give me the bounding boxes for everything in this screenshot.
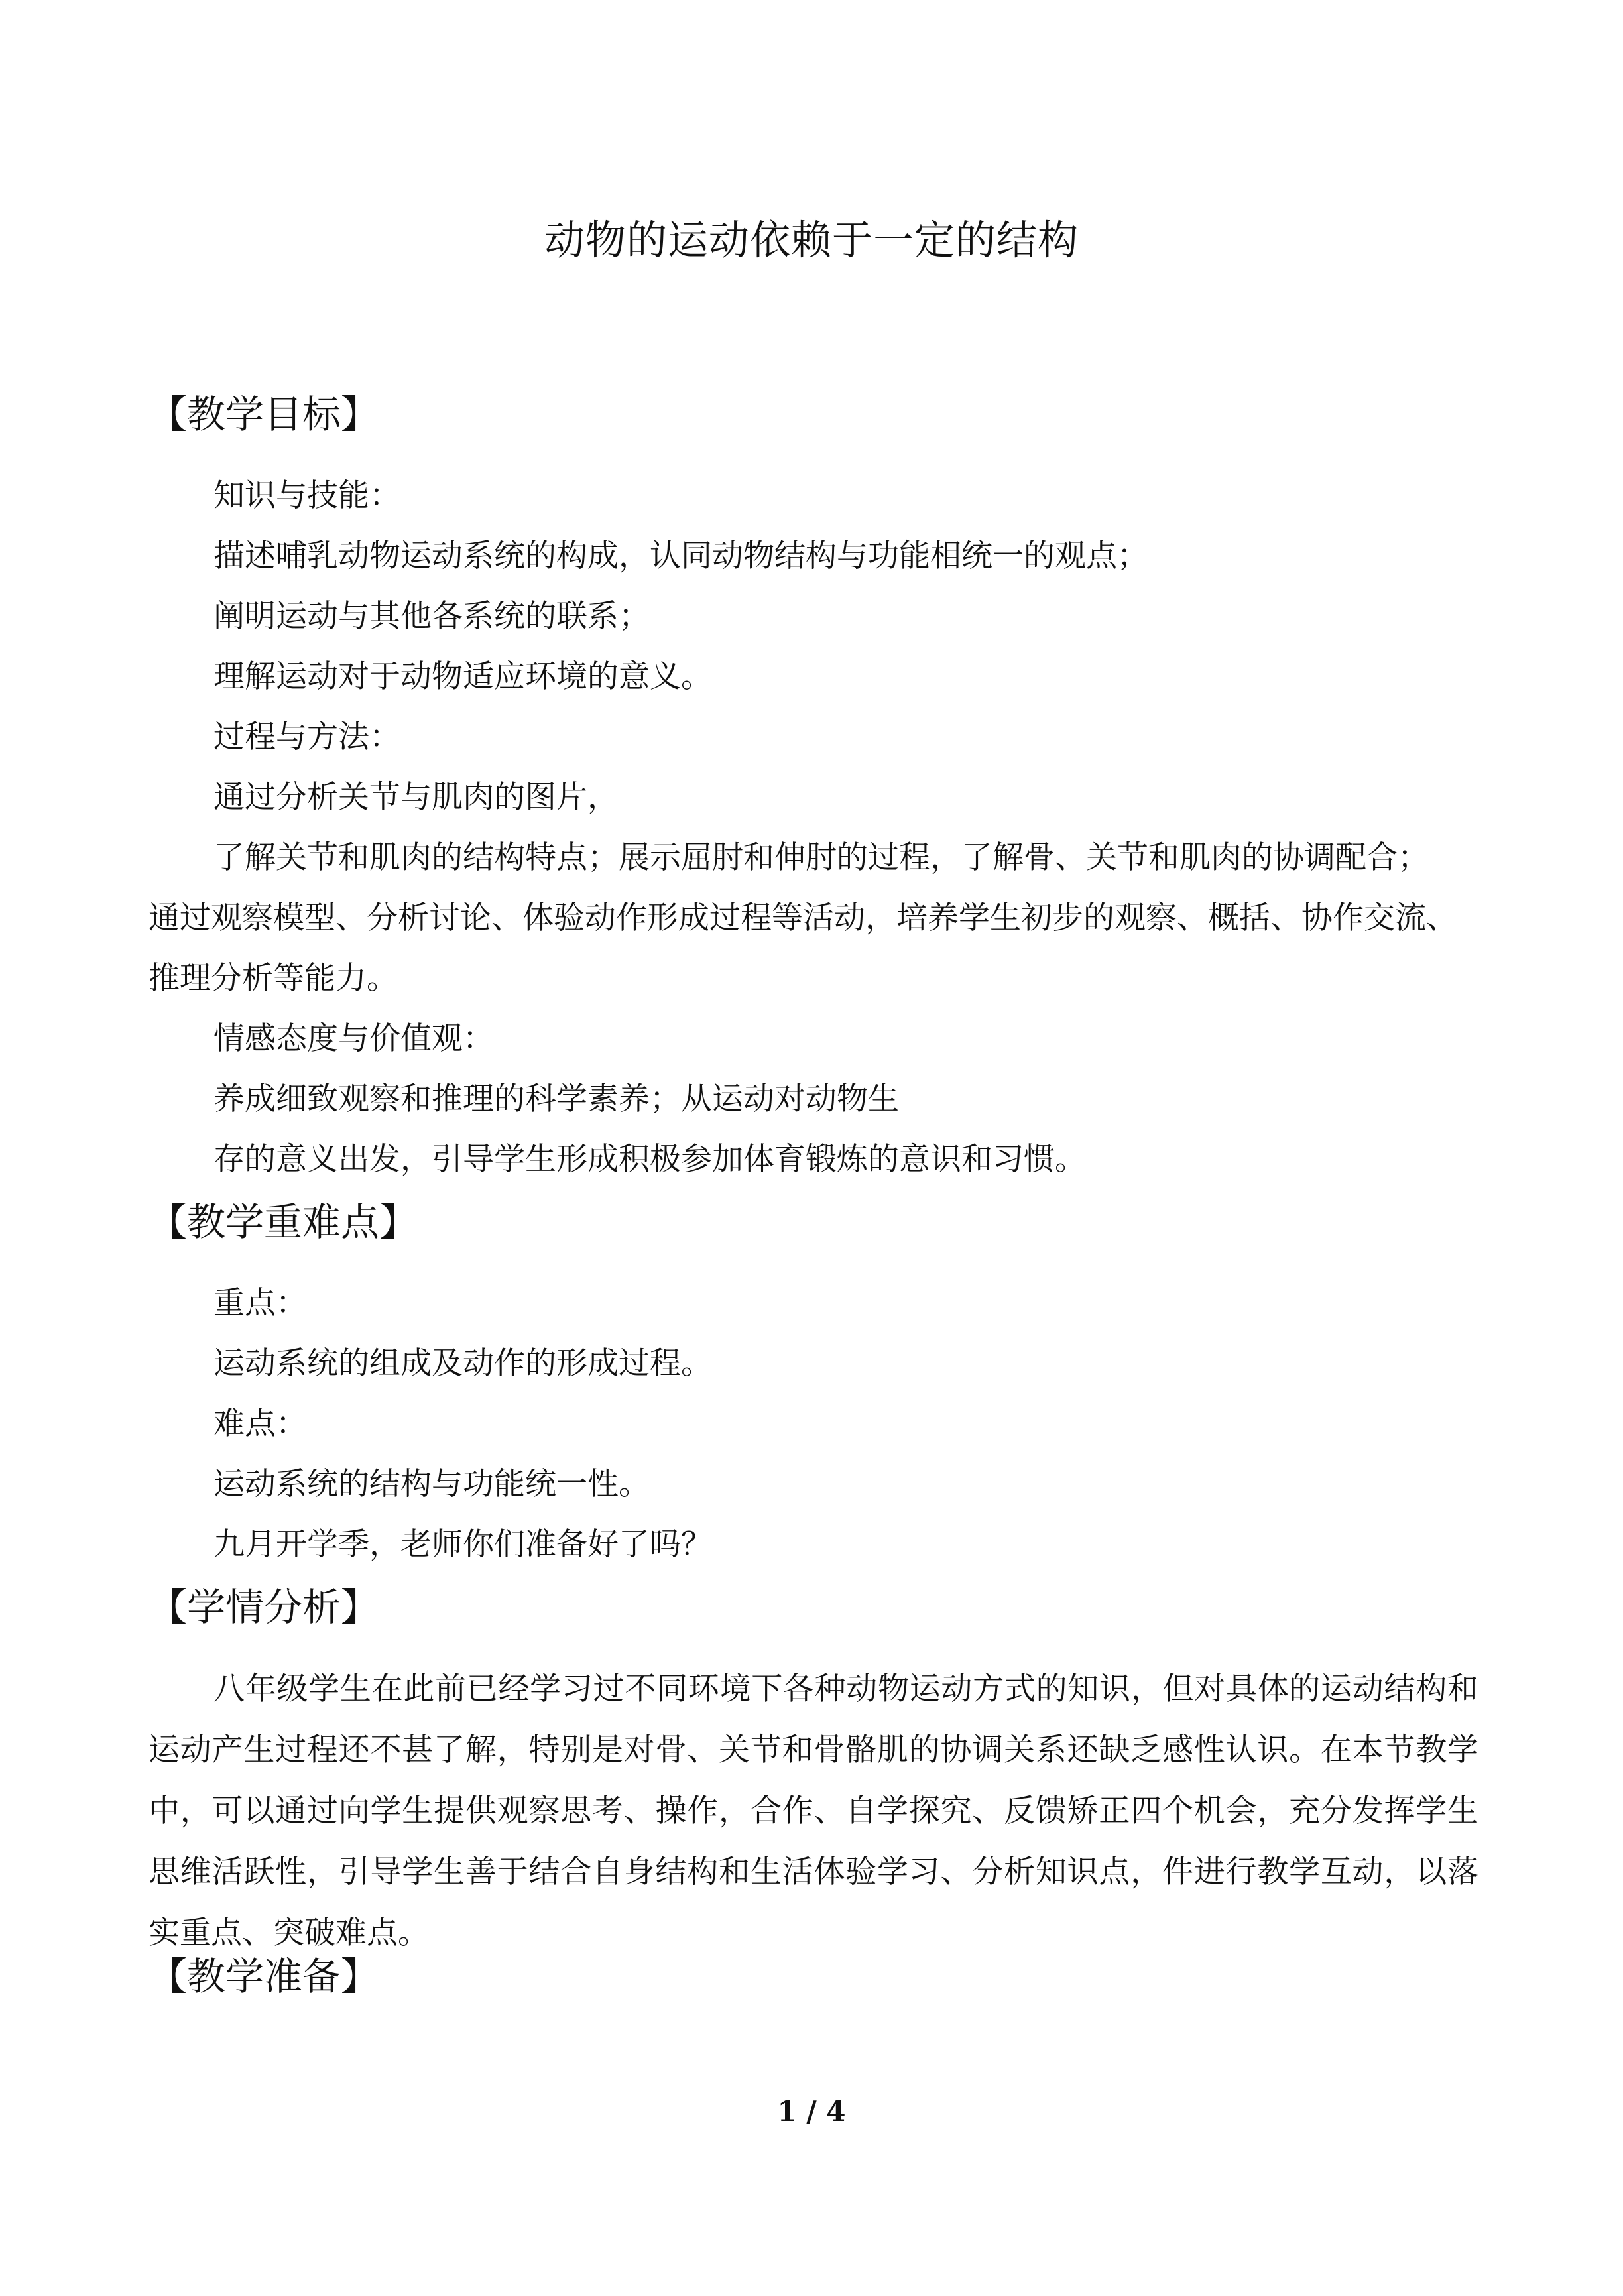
- section-heading-analysis: 【学情分析】: [149, 1585, 380, 1630]
- knowledge-label: 知识与技能：: [213, 477, 400, 514]
- process-label: 过程与方法：: [213, 719, 400, 755]
- key-label: 重点：: [213, 1285, 307, 1321]
- emotion-item-2: 存的意义出发，引导学生形成积极参加体育锻炼的意识和习惯。: [213, 1141, 1086, 1178]
- knowledge-item-1: 描述哺乳动物运动系统的构成，认同动物结构与功能相统一的观点；: [213, 538, 1148, 574]
- emotion-label: 情感态度与价值观：: [213, 1020, 494, 1057]
- section-heading-objectives: 【教学目标】: [149, 392, 380, 437]
- section-heading-key-points: 【教学重难点】: [149, 1199, 418, 1244]
- section-heading-preparation: 【教学准备】: [149, 1954, 380, 1999]
- knowledge-item-3: 理解运动对于动物适应环境的意义。: [213, 658, 712, 695]
- difficulty-text: 运动系统的结构与功能统一性。: [213, 1466, 650, 1502]
- process-item-2-line-3: 推理分析等能力。: [149, 960, 398, 997]
- emotion-item-1: 养成细致观察和推理的科学素养；从运动对动物生: [213, 1081, 899, 1117]
- analysis-paragraph: 八年级学生在此前已经学习过不同环境下各种动物运动方式的知识，但对具体的运动结构和运动产生过程还不甚了解，特别是对骨、关节和骨骼肌的协调关系还缺乏感性认识。在本节教学中，可以通过向学生提供观察思考、操作，合作、自学探究、反馈矫正四个机会，充分发挥学生思维活跃性，引导学生善于结合自身结构和生活体验学习、分析知识点，件进行教学互动，以落实重点、突破难点。: [149, 1671, 1478, 1951]
- knowledge-item-2: 阐明运动与其他各系统的联系；: [213, 598, 650, 634]
- difficulty-label: 难点：: [213, 1406, 307, 1442]
- process-item-1: 通过分析关节与肌肉的图片，: [213, 779, 619, 816]
- extra-note: 九月开学季，老师你们准备好了吗？: [213, 1526, 712, 1563]
- page-number: 1 / 4: [777, 2095, 846, 2128]
- process-item-2-line-2: 通过观察模型、分析讨论、体验动作形成过程等活动，培养学生初步的观察、概括、协作交流、: [149, 900, 1457, 936]
- key-text: 运动系统的组成及动作的形成过程。: [213, 1345, 712, 1382]
- process-item-2-line-1: 了解关节和肌肉的结构特点；展示屈肘和伸肘的过程，了解骨、关节和肌肉的协调配合；: [213, 839, 1429, 876]
- document-title: 动物的运动依赖于一定的结构: [544, 217, 1079, 264]
